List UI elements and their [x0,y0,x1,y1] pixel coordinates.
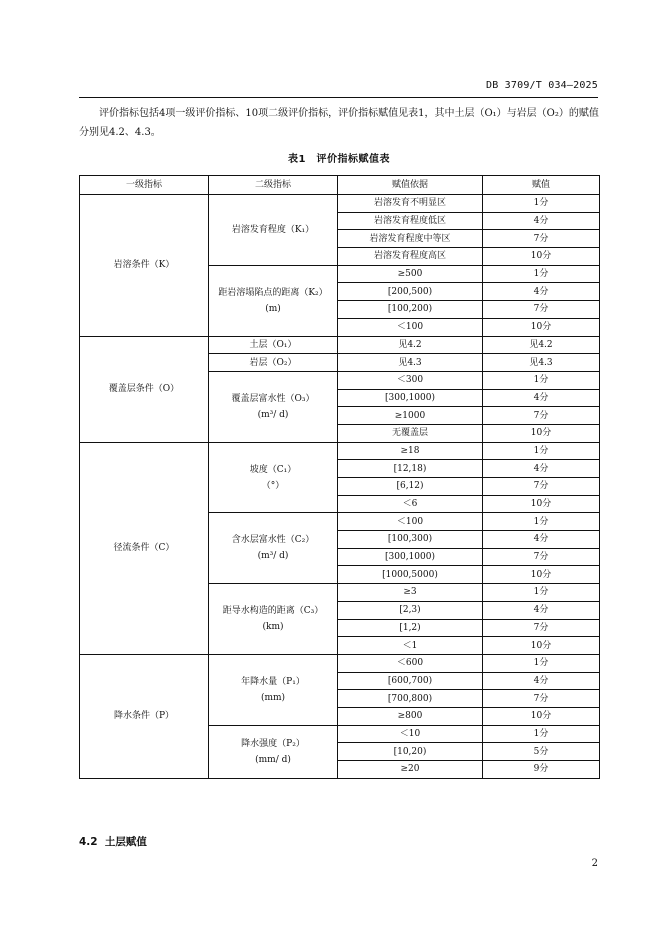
level2-label: 岩层（O₂） [249,357,297,368]
header-basis: 赋值依据 [338,176,483,195]
score-cell: 7分 [483,690,600,708]
score-cell: 9分 [483,761,600,779]
score-cell: 4分 [483,212,600,230]
level2-cell [209,354,338,372]
score-cell: 7分 [483,301,600,319]
score-cell: 7分 [483,407,600,425]
table-row [80,336,600,354]
level2-label: 距岩溶塌陷点的距离（K₂） [218,287,328,298]
score-cell: 7分 [483,619,600,637]
level2-label: 坡度（C₁） [249,464,297,475]
basis-cell: [600,700) [338,672,483,690]
level2-unit: （°） [261,480,285,491]
basis-cell: [300,1000) [338,548,483,566]
header-score: 赋值 [483,176,600,195]
section-heading [79,834,147,849]
table-row [80,442,600,460]
basis-cell: ＜6 [338,495,483,513]
page-number: 2 [591,858,598,869]
basis-cell: 岩溶发育程度低区 [338,212,483,230]
level2-cell [209,654,338,725]
level2-cell [209,336,338,354]
score-cell: 4分 [483,531,600,549]
basis-cell: ≥3 [338,584,483,602]
score-cell: 4分 [483,460,600,478]
score-cell: 1分 [483,654,600,672]
basis-cell: ＜100 [338,318,483,336]
level2-unit: (m³/ d) [257,551,289,562]
level1-cell: 降水条件（P） [80,654,209,778]
basis-cell: ≥1000 [338,407,483,425]
header-rule [79,97,598,98]
header-level2: 二级指标 [209,176,338,195]
level2-label: 土层（O₁） [249,339,297,350]
level2-cell [209,513,338,584]
basis-cell: [1,2) [338,619,483,637]
level2-label: 降水强度（P₂） [241,738,305,749]
score-cell: 7分 [483,478,600,496]
basis-cell: ≥500 [338,265,483,283]
score-cell: 见4.2 [483,336,600,354]
basis-cell: [1000,5000) [338,566,483,584]
basis-cell: [2,3) [338,601,483,619]
level2-label: 岩溶发育程度（K₁） [231,224,315,235]
header-level1: 一级指标 [80,176,209,195]
score-cell: 10分 [483,318,600,336]
evaluation-index-table [79,175,600,779]
basis-cell: [12,18) [338,460,483,478]
level2-cell [209,265,338,336]
score-cell: 1分 [483,195,600,213]
score-cell: 见4.3 [483,354,600,372]
level2-cell [209,442,338,513]
level2-unit: (mm) [260,692,286,703]
basis-cell: 岩溶发育程度中等区 [338,230,483,248]
level2-unit: (m³/ d) [257,409,289,420]
basis-cell: [100,300) [338,531,483,549]
score-cell: 4分 [483,389,600,407]
table-caption: 表1 评价指标赋值表 [288,154,390,165]
level2-label: 覆盖层富水性（O₃） [231,393,315,404]
basis-cell: [10,20) [338,743,483,761]
score-cell: 1分 [483,584,600,602]
level1-cell: 覆盖层条件（O） [80,336,209,442]
score-cell: 1分 [483,725,600,743]
level2-unit: (km) [262,622,284,632]
basis-cell: [100,200) [338,301,483,319]
level2-cell [209,584,338,655]
level2-label: 含水层富水性（C₂） [231,535,315,546]
score-cell: 10分 [483,637,600,655]
level2-cell [209,195,338,266]
basis-cell: [700,800) [338,690,483,708]
document-code: DB 3709/T 034—2025 [486,80,598,91]
score-cell: 7分 [483,230,600,248]
score-cell: 10分 [483,248,600,266]
basis-cell: 见4.2 [338,336,483,354]
score-cell: 5分 [483,743,600,761]
basis-cell: ≥18 [338,442,483,460]
score-cell: 1分 [483,371,600,389]
basis-cell: ＜10 [338,725,483,743]
basis-cell: ≥20 [338,761,483,779]
table-header-row [80,176,600,195]
score-cell: 1分 [483,265,600,283]
table-row [80,195,600,213]
basis-cell: ＜1 [338,637,483,655]
score-cell: 10分 [483,495,600,513]
basis-cell: 岩溶发育不明显区 [338,195,483,213]
level2-unit: (mm/ d) [255,754,291,765]
basis-cell: ＜600 [338,654,483,672]
basis-cell: 见4.3 [338,354,483,372]
basis-cell: ＜300 [338,371,483,389]
level2-cell [209,725,338,778]
score-cell: 10分 [483,566,600,584]
basis-cell: [300,1000) [338,389,483,407]
basis-cell: ＜100 [338,513,483,531]
intro-paragraph: 评价指标包括4项一级评价指标、10项二级评价指标，评价指标赋值见表1，其中土层（O₁）与岩层（O₂）的赋值分别见4.2、4.3。 [79,108,599,138]
section-title: 土层赋值 [104,836,147,848]
score-cell: 4分 [483,601,600,619]
section-number: 4.2 [79,836,98,848]
table-row [80,654,600,672]
basis-cell: 岩溶发育程度高区 [338,248,483,266]
level1-cell: 岩溶条件（K） [80,195,209,337]
basis-cell: ≥800 [338,707,483,725]
score-cell: 10分 [483,424,600,442]
level2-cell [209,371,338,442]
level2-unit: (m) [265,303,281,314]
level2-label: 年降水量（P₁） [241,676,305,687]
score-cell: 1分 [483,513,600,531]
basis-cell: [200,500) [338,283,483,301]
table-body [80,195,600,779]
score-cell: 10分 [483,707,600,725]
basis-cell: [6,12) [338,478,483,496]
basis-cell: 无覆盖层 [338,424,483,442]
level1-cell: 径流条件（C） [80,442,209,654]
score-cell: 4分 [483,283,600,301]
score-cell: 7分 [483,548,600,566]
level2-label: 距导水构造的距离（C₃） [222,606,324,616]
score-cell: 4分 [483,672,600,690]
score-cell: 1分 [483,442,600,460]
